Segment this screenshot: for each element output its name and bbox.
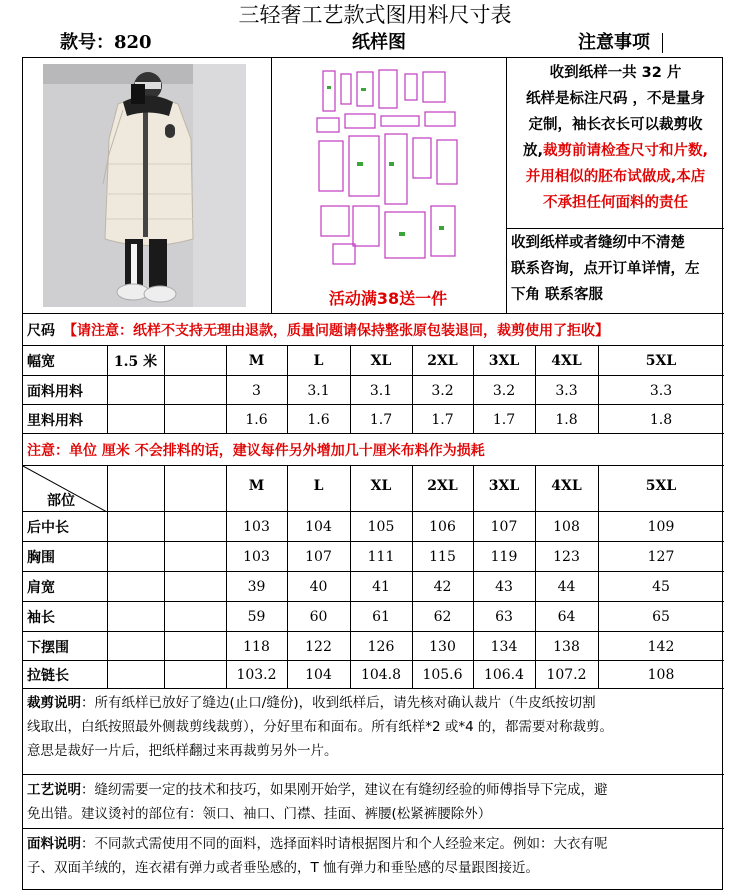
measure-value: 104: [305, 519, 332, 535]
craft-instructions: 工艺说明：缝纫需要一定的技术和技巧，如果刚开始学，建议在有缝纫经验的师傅指导下完成，避 免出错。建议烫衬的部位有：领口、袖口、门襟、挂面、裤腰(松紧裤腰除外）: [27, 782, 608, 822]
measure-value: 115: [429, 549, 456, 565]
measure-value: 44: [557, 579, 576, 595]
measure-row-label: 后中长: [27, 520, 69, 536]
measure-row-label: 拉链长: [27, 667, 69, 684]
measure-value: 104.8: [360, 666, 402, 683]
measure-value: 43: [495, 579, 513, 595]
size-header-M: M: [248, 353, 265, 369]
measure-value: 60: [309, 609, 328, 625]
notice1-line4: 放,裁剪前请检查尺寸和片数,: [522, 143, 709, 159]
measure-value: 138: [553, 638, 580, 655]
measure-value: 106: [429, 519, 456, 535]
measure-value: 122: [305, 638, 332, 655]
measure-value: 65: [652, 609, 670, 625]
measure-value: 105.6: [422, 666, 463, 683]
size-header-XL: XL: [370, 353, 392, 369]
notice1-line6: 不承担任何面料的责任: [543, 195, 688, 211]
measure-value: 59: [247, 609, 266, 625]
fabric-row-label: 里料用料: [27, 412, 83, 429]
measure-row-label: 袖长: [27, 610, 55, 626]
measure-value: 103.2: [236, 666, 277, 683]
notice1-line2: 纸样是标注尺码 ，不是量身: [525, 91, 706, 107]
measure-row-label: 肩宽: [27, 580, 55, 596]
notice2-line1: 收到纸样或者缝纫中不清楚: [511, 235, 685, 251]
fabric-value: 3.3: [649, 382, 673, 399]
fabric-value: 1.6: [307, 411, 330, 428]
fabric-value: 3.2: [492, 382, 516, 399]
notice1-line3: 定制，袖长衣长可以裁剪收: [528, 117, 703, 133]
notice1-line5: 并用相似的胚布试做成,本店: [525, 169, 706, 185]
measure-value: 103: [243, 549, 270, 565]
spec-sheet-table: [22, 57, 723, 890]
fabric-instructions: 面料说明：不同款式需使用不同的面料，选择面料时请根据图片和个人经验来定。例如：大衣有呢 子、双面羊绒的，连衣裙有弹力或者垂坠感的，T 恤有弹力和垂坠感的尽量跟图接近。: [27, 836, 608, 876]
fabric-value: 3.3: [555, 382, 578, 399]
width-label: 幅宽: [27, 354, 55, 370]
fabric-value: 3: [252, 382, 261, 399]
measure-value: 134: [490, 638, 518, 655]
measure-size-header-2XL: 2XL: [427, 478, 458, 494]
measure-value: 40: [309, 579, 328, 595]
fabric-value: 1.6: [245, 411, 268, 428]
measure-value: 127: [647, 549, 675, 565]
notice2-line2: 联系咨询，点开订单详情，左: [511, 261, 700, 277]
notice2-line3: 下角 联系客服: [511, 287, 604, 303]
measure-size-header-L: L: [313, 478, 324, 494]
notes-header-label: 注意事项: [578, 32, 650, 53]
measure-size-header-4XL: 4XL: [551, 478, 582, 494]
cut-instructions: 裁剪说明：所有纸样已放好了缝边(止口/缝份)，收到纸样后，请先核对确认裁片（牛皮纸按切割 线取出，白纸按照最外侧裁剪线裁剪），分好里布和面布。所有纸样*2 或*4 的，都需要对称裁剪。 意思是裁好一片后，把纸样翻过来再裁剪另外一片。: [27, 695, 614, 759]
measure-value: 107: [305, 549, 332, 565]
measure-value: 104: [305, 666, 332, 683]
measure-row-label: 下摆围: [27, 639, 69, 656]
measure-value: 107.2: [546, 666, 587, 683]
measure-value: 64: [557, 609, 576, 625]
fabric-value: 1.7: [369, 411, 393, 428]
fabric-value: 1.8: [649, 411, 673, 428]
measure-size-header-XL: XL: [370, 478, 392, 494]
size-warning-row: [27, 314, 724, 345]
pattern-header-label: 纸样图: [352, 32, 406, 53]
pattern-pieces-image: [313, 66, 463, 288]
size-header-3XL: 3XL: [488, 353, 520, 369]
size-header-2XL: 2XL: [427, 353, 458, 369]
text-caret: [662, 33, 663, 53]
refund-warning: 【请注意：纸样不支持无理由退款，质量问题请保持整张原包装退回，裁剪使用了拒收】: [63, 322, 609, 339]
notice1-line1: 收到纸样一共 32 片: [549, 65, 682, 81]
size-header-L: L: [313, 353, 324, 369]
measure-value: 142: [647, 638, 675, 655]
measure-value: 109: [647, 519, 675, 535]
promo-banner: 活动满38送一件: [328, 289, 448, 308]
measure-value: 111: [367, 549, 395, 565]
measure-row-label: 胸围: [27, 550, 55, 566]
fabric-value: 1.7: [431, 411, 454, 428]
size-label: 尺码: [27, 322, 55, 339]
fabric-value: 1.8: [555, 411, 578, 428]
fabric-row-label: 面料用料: [27, 383, 83, 400]
notice-contact: [507, 230, 724, 313]
measure-value: 118: [243, 638, 270, 655]
measure-value: 45: [652, 579, 670, 595]
garment-photo: [43, 64, 246, 307]
width-value: 1.5 米: [113, 354, 158, 370]
measure-value: 39: [247, 579, 266, 595]
size-header-4XL: 4XL: [551, 353, 582, 369]
measure-value: 126: [367, 638, 395, 655]
fabric-value: 3.2: [431, 382, 454, 399]
measure-value: 119: [490, 549, 518, 565]
measure-value: 105: [367, 519, 395, 535]
page-title: 三轻奢工艺款式图用料尺寸表: [238, 3, 512, 27]
fabric-value: 1.7: [492, 411, 516, 428]
size-header-5XL: 5XL: [645, 353, 677, 369]
measure-value: 108: [647, 666, 675, 683]
measure-size-header-3XL: 3XL: [488, 478, 520, 494]
measure-value: 107: [490, 519, 518, 535]
fabric-value: 3.1: [369, 382, 393, 399]
measure-value: 103: [243, 519, 270, 535]
part-label: 部位: [47, 493, 75, 509]
measure-value: 106.4: [483, 666, 525, 683]
measure-value: 42: [433, 579, 452, 595]
measure-size-header-5XL: 5XL: [645, 478, 677, 494]
style-code-label: 款号：820: [60, 32, 152, 53]
measure-value: 108: [553, 519, 580, 535]
measure-value: 123: [553, 549, 580, 565]
unit-note: 注意：单位 厘米 不会排料的话，建议每件另外增加几十厘米布料作为损耗: [27, 442, 485, 459]
fabric-value: 3.1: [307, 382, 330, 399]
measure-value: 62: [433, 609, 452, 625]
measure-value: 63: [495, 609, 513, 625]
measure-value: 130: [429, 638, 456, 655]
measure-value: 41: [372, 579, 390, 595]
notice-pattern-count: [507, 60, 724, 228]
measure-value: 61: [372, 609, 390, 625]
measure-size-header-M: M: [248, 478, 265, 494]
